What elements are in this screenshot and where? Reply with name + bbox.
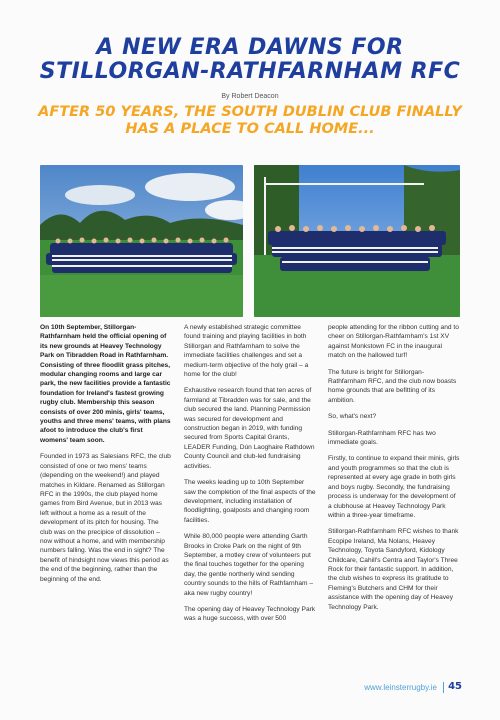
article-paragraph: A newly established strategic committee found training and playing facilities in both Stillorgan and Rathfarnham to solve the immediate facilities challenges and set a medium-term objective of the holy grail – a home for the club! (184, 324, 309, 379)
article-paragraph: Founded in 1973 as Salesians RFC, the club consisted of one or two mens' teams (depending on the weekend!) and played matches in Kildare. Renamed as Stillorgan RFC in the 1990s, the club played home games from Bird Avenue, but in 2013 was left without a home as a result of the development of its pitch for housing. The club was on the precipice of dissolution – now without a home, and with membership numbers falling. Was the end in sight? The benefit of hindsight now views this period as the end of the beginning, rather than the beginning of the end. (40, 453, 171, 583)
footer-divider (443, 682, 444, 693)
byline: By Robert Deacon (221, 93, 279, 100)
footer-website-link[interactable]: www.leinsterrugby.ie (364, 683, 437, 692)
article-paragraph: Stillorgan-Rathfarnham RFC wishes to thank Ecopipe Ireland, Ma Nolans, Heavey Technology, Toyota Sandyford, Kidology Childcare, Cahill's Centra and Taylor's Three Rock for their fantastic support. In addition, the club wishes to express its gratitude to Fleming's Butchers and CHM for their assistance with the opening day of Heavey Technology Park. (328, 528, 459, 611)
headline-line-2: STILLORGAN-RATHFARNHAM RFC (39, 59, 461, 84)
article-paragraph: Firstly, to continue to expand their minis, girls and youth programmes so that the club is represented at every age grade in both girls and boys rugby. Secondly, the fundraising process is underway for the development of a clubhouse at Heavey Technology Park within a three-year timeframe. (328, 455, 460, 519)
page-number: 45 (448, 681, 462, 692)
article-column-2 (184, 323, 316, 631)
article-paragraph: So, what's next? (328, 413, 377, 421)
team-photo-right (254, 165, 460, 317)
article-paragraph: The weeks leading up to 10th September saw the completion of the final aspects of the development, including installation of floodlighting, goalposts and changing room facilities. (184, 479, 316, 524)
team-photo-left (40, 165, 243, 317)
subheadline-line-1: AFTER 50 YEARS, THE SOUTH DUBLIN CLUB FINALLY (38, 104, 462, 120)
article-paragraph: While 80,000 people were attending Garth Brooks in Croke Park on the night of 9th September, a motley crew of volunteers put the final touches together for the opening day, the gentle northerly wind sending country sounds to the hills of Rathfarnham – aka new rugby country! (184, 533, 314, 597)
article-paragraph: Stillorgan-Rathfarnham RFC has two immediate goals. (328, 429, 436, 447)
subheadline-line-2: HAS A PLACE TO CALL HOME... (125, 121, 375, 137)
article-paragraph: The future is bright for Stillorgan-Rathfarnham RFC, and the club now boasts home grounds that are befitting of its ambition. (328, 368, 457, 404)
article-paragraph: people attending for the ribbon cutting and to cheer on Stillorgan-Rathfarnham's 1st XV against Monkstown FC in the inaugural match on the hallowed turf! (328, 324, 459, 360)
page-footer (0, 678, 500, 698)
article-lead-paragraph: On 10th September, Stillorgan-Rathfarnham held the official opening of its new grounds at Heavey Technology Park on Tibradden Road in Rathfarnham. Consisting of three floodlit grass pitches, modular changing rooms and large car park, the new facilities provide a fantastic foundation for Ireland's fastest growing rugby club. Membership this season consists of over 200 minis, girls' teams, youths and three mens' teams, with plans afoot to introduce the club's first womens' team soon. (40, 324, 171, 444)
article-paragraph: The opening day of Heavey Technology Park was a huge success, with over 500 (184, 605, 316, 623)
headline (0, 36, 500, 84)
team-photo-left-image (40, 165, 243, 317)
article-column-1 (40, 323, 172, 591)
article-paragraph: Exhaustive research found that ten acres of farmland at Tibradden was for sale, and the club secured the land. Planning Permission was secured for development and construction began in 2019, with funding secured from Sports Capital Grants, LEADER Funding, Dún Laoghaire Rathdown County Council and club-led fundraising activities. (184, 387, 315, 470)
team-photo-right-image (254, 165, 460, 317)
article-column-3 (328, 323, 460, 619)
headline-line-1: A NEW ERA DAWNS FOR (96, 35, 404, 60)
subheadline (0, 104, 500, 138)
